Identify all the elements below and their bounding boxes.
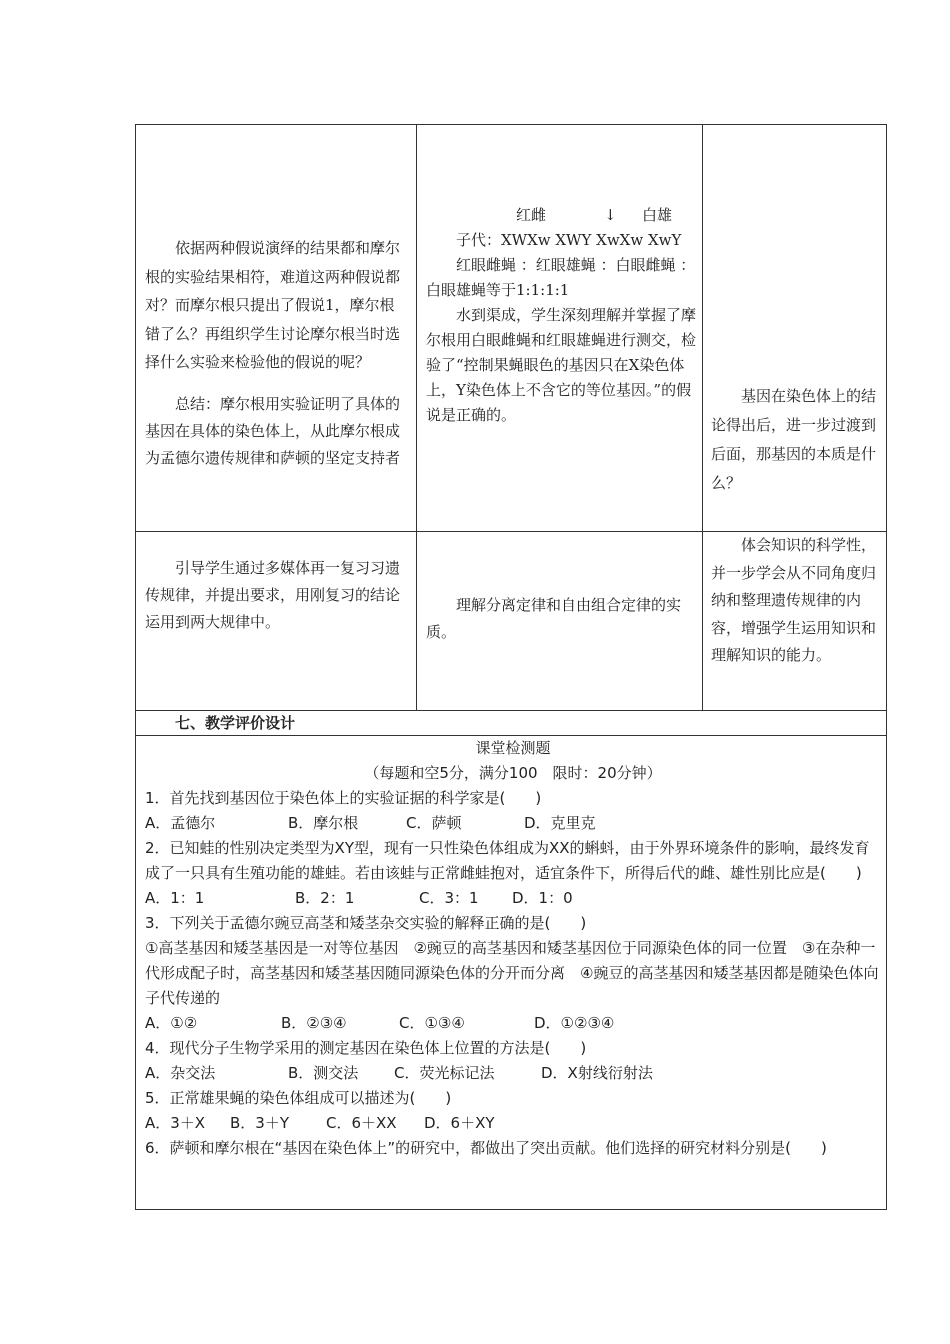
option: B．测交法: [288, 1064, 359, 1082]
option: A．①②: [145, 1014, 198, 1032]
option: C．①③④: [399, 1014, 465, 1032]
quiz-title: 课堂检测题: [475, 739, 551, 757]
row2-design-intent: [711, 532, 881, 670]
question-2-options: [145, 886, 881, 911]
cross-male: 白雄: [642, 206, 673, 224]
option: B．2：1: [295, 889, 355, 907]
question-6: 6．萨顿和摩尔根在“基因在染色体上”的研究中，都做出了突出贡献。他们选择的研究材料分别是( ): [145, 1139, 827, 1157]
option: D．克里克: [524, 814, 596, 832]
teacher-review-text: 引导学生通过多媒体再一复习习遗传规律，并提出要求，用刚复习的结论运用到两大规律中。: [145, 559, 401, 631]
option: B．3＋Y: [230, 1114, 289, 1132]
option: D．X射线衍射法: [541, 1064, 653, 1082]
option: B．摩尔根: [288, 814, 359, 832]
option: D．6＋XY: [424, 1114, 495, 1132]
question-3: 3．下列关于孟德尔豌豆高茎和矮茎杂交实验的解释正确的是( ): [145, 914, 587, 932]
question-1: 1．首先找到基因位于染色体上的实验证据的科学家是( ): [145, 789, 542, 807]
question-4-options: [145, 1061, 881, 1086]
question-3-statements: ①高茎基因和矮茎基因是一对等位基因 ②豌豆的高茎基因和矮茎基因位于同源染色体的同一位置 ③在杂种一代形成配子时，高茎基因和矮茎基因随同源染色体的分开而分离 ④豌豆的高茎基因和矮茎基因都是随染色体向子代传递的: [145, 939, 879, 1007]
row2-teacher-activity: [145, 555, 409, 636]
cross-female: 红雌: [516, 206, 547, 224]
option: D．①②③④: [534, 1014, 615, 1032]
question-1-options: [145, 811, 881, 836]
option: B．②③④: [281, 1014, 347, 1032]
option: C．6＋XX: [326, 1114, 397, 1132]
question-3-options: [145, 1011, 881, 1036]
row2-student-activity: [426, 592, 696, 646]
row1-design-intent: [711, 382, 881, 498]
design-intent-text: 基因在染色体上的结论得出后，进一步过渡到后面，那基因的本质是什么？: [711, 387, 877, 492]
row1-teacher-activity: [145, 234, 409, 472]
option: A．孟德尔: [145, 814, 216, 832]
section-heading: 七、教学评价设计: [175, 714, 296, 732]
cross-arrow: ↓: [604, 206, 617, 224]
option: A．杂交法: [145, 1064, 216, 1082]
option: A．3＋X: [145, 1114, 206, 1132]
design-intent-text: 体会知识的科学性，并一步学会从不同角度归纳和整理遗传规律的内容，增强学生运用知识和理解知识的能力。: [711, 536, 877, 664]
teacher-summary-text: 总结：摩尔根用实验证明了具体的基因在具体的染色体上，从此摩尔根成为孟德尔遗传规律和萨顿的坚定支持者: [145, 394, 401, 467]
question-5-options: [145, 1111, 881, 1136]
quiz-subtitle: （每题和空5分，满分100 限时：20分钟）: [364, 764, 662, 782]
offspring-genotypes: 子代：XWXw XWY XwXw XwY: [456, 231, 682, 249]
option: D．1：0: [512, 889, 573, 907]
question-4: 4．现代分子生物学采用的测定基因在染色体上位置的方法是( ): [145, 1039, 587, 1057]
test-cross-conclusion: 水到渠成，学生深刻理解并掌握了摩尔根用白眼雌蝇和红眼雄蝇进行测交，检验了“控制果蝇眼色的基因只在X染色体上，Y染色体上不含它的等位基因。”的假说是正确的。: [426, 306, 697, 424]
question-5: 5．正常雄果蝇的染色体组成可以描述为( ): [145, 1089, 452, 1107]
column-divider: [702, 124, 703, 711]
option: C．荧光标记法: [394, 1064, 495, 1082]
quiz-section: [145, 736, 881, 1161]
question-2: 2．已知蛙的性别决定类型为XY型，现有一只性染色体组成为XX的蝌蚪，由于外界环境条件的影响，最终发育成了一只具有生殖功能的雄蛙。若由该蛙与正常雌蛙抱对，适宜条件下，所得后代的雌、雄性别比应是( ): [145, 839, 870, 882]
option: C．3：1: [419, 889, 479, 907]
option: A．1：1: [145, 889, 205, 907]
option: C．萨顿: [406, 814, 462, 832]
teacher-question-text: 依据两种假说演绎的结果都和摩尔根的实验结果相符，难道这两种假说都对？而摩尔根只提出了假说1，摩尔根错了么？再组织学生讨论摩尔根当时选择什么实验来检验他的假说的呢？: [145, 239, 401, 371]
row1-student-activity: [426, 203, 696, 428]
cross-line: [426, 203, 696, 228]
offspring-ratio: 红眼雌蝇 ：红眼雄蝇 ：白眼雌蝇 ：白眼雄蝇等于1:1:1:1: [426, 256, 696, 299]
student-understanding-text: 理解分离定律和自由组合定律的实质。: [426, 596, 682, 641]
column-divider: [416, 124, 417, 711]
